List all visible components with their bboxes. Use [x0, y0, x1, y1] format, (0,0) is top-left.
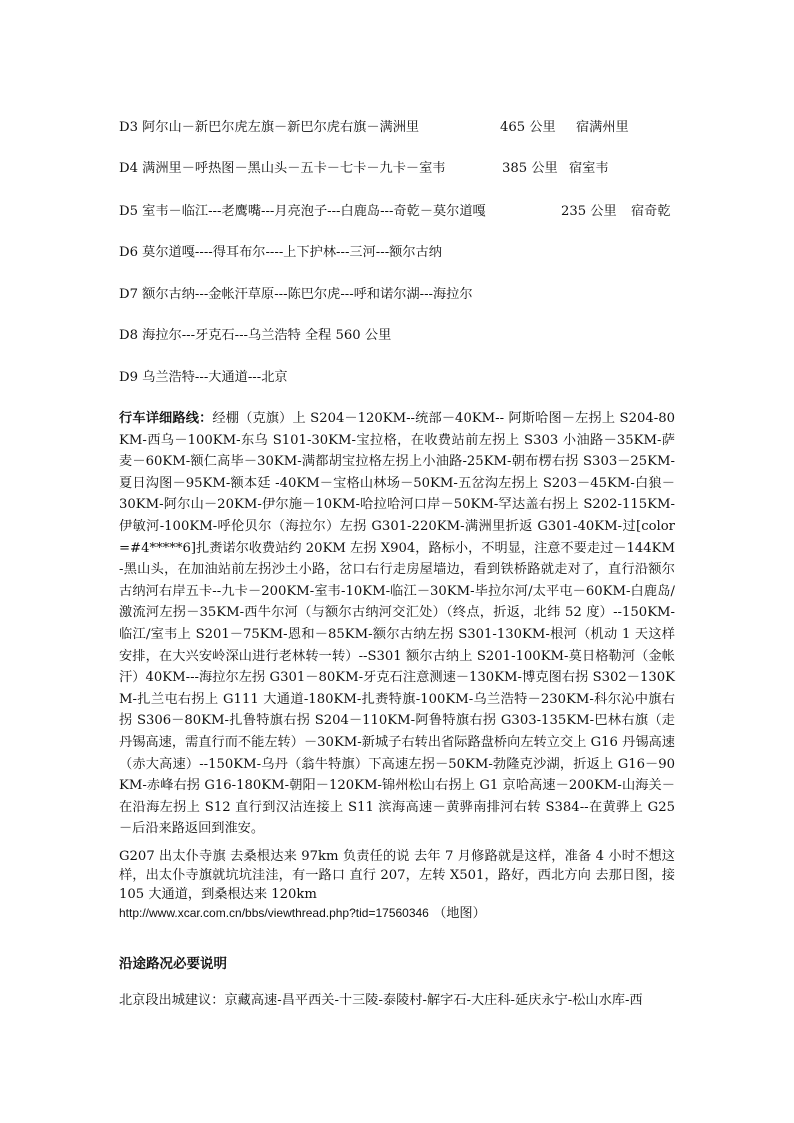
- itinerary-distance: 465 公里: [500, 120, 556, 135]
- itinerary-stay: 宿奇乾: [631, 204, 671, 219]
- forum-link[interactable]: http://www.xcar.com.cn/bbs/viewthread.php?tid=17560346: [119, 906, 429, 920]
- itinerary-distance: 235 公里: [561, 204, 617, 219]
- itinerary-day-3: [119, 118, 677, 138]
- itinerary-route: D7 额尔古纳---金帐汗草原---陈巴尔虎---呼和诺尔湖---海拉尔: [119, 287, 473, 302]
- itinerary-day-6: [119, 243, 677, 263]
- itinerary-route: D4 满洲里－呼热图－黑山头－五卡－七卡－九卡－室韦: [119, 161, 446, 176]
- itinerary-day-7: [119, 285, 677, 305]
- g207-text: G207 出太仆寺旗 去桑根达来 97km 负责任的说 去年 7 月修路就是这样，准备 4 小时不想这样，出太仆寺旗就坑坑洼洼，有一路口 直行 207，左转 X501，路好，西北方向 去那日图，接 105 大通道，到桑根达来 120km: [119, 849, 675, 902]
- itinerary-stay: 宿室韦: [569, 161, 609, 176]
- itinerary-day-8: [119, 326, 677, 346]
- itinerary-distance: 385 公里: [502, 161, 558, 176]
- road-notes-paragraph: [119, 990, 675, 1012]
- itinerary-route: D5 室韦－临江---老鹰嘴---月亮泡子---白鹿岛---奇乾－莫尔道嘎: [119, 204, 486, 219]
- itinerary-day-9: [119, 368, 677, 388]
- itinerary-day-5: [119, 202, 677, 222]
- itinerary-route: D6 莫尔道嘎----得耳布尔----上下护林---三河---额尔古纳: [119, 245, 442, 260]
- route-detail-text: 经棚（克旗）上 S204－120KM--统部－40KM-- 阿斯哈图－左拐上 S204-80KM-西乌－100KM-东乌 S101-30KM-宝拉格，在收费站前左拐上 S303 小油路－35KM-萨麦－60KM-额仁高毕－30KM-满都胡宝拉格左拐上小油路-25KM-朝布楞右拐 S303－25KM-夏日沟图－95KM-额本廷 -40KM－宝格山林场－50KM-五岔沟左拐上 S203－45KM-白狼－30KM-阿尔山－20KM-伊尔施－10KM-哈拉哈河口岸－50KM-罕达盖右拐上 S202-115KM-伊敏河-100KM-呼伦贝尔（海拉尔）左拐 G301-220KM-满洲里折返 G301-40KM-过[color=#4*****6]扎赉诺尔收费站约 20KM 左拐 X904，路标小，不明显，注意不要走过－144KM-黑山头，在加油站前左拐沙土小路，岔口右行走房屋墙边，看到铁桥路就走对了，直行沿额尔古纳河右岸五卡--九卡－200KM-室韦-10KM-临江－30KM-毕拉尔河/太平屯－60KM-白鹿岛/激流河左拐－35KM-西牛尔河（与额尔古纳河交汇处）（终点，折返，北纬 52 度）--150KM-临江/室韦上 S201－75KM-恩和－85KM-额尔古纳左拐 S301-130KM-根河（机动 1 天这样安排，在大兴安岭深山进行老林转一转）--S301 额尔古纳上 S201-100KM-莫日格勒河（金帐汗）40KM---海拉尔左拐 G301－80KM-牙克石注意测速－130KM-博克图右拐 S302－130KM-扎兰屯右拐上 G111 大通道-180KM-扎赉特旗-100KM-乌兰浩特－230KM-科尔沁中旗右拐 S306－80KM-扎鲁特旗右拐 S204－110KM-阿鲁特旗右拐 G303-135KM-巴林右旗（走丹锡高速，需直行而不能左转）－30KM-新城子右转出省际路盘桥向左转立交上 G16 丹锡高速（赤大高速）--150KM-乌丹（翁牛特旗）下高速左拐－50KM-勃隆克沙湖，折返上 G16－90KM-赤峰右拐 G16-180KM-朝阳－120KM-锦州松山右拐上 G1 京哈高速－200KM-山海关－在沿海左拐上 S12 直行到汉沽连接上 S11 滨海高速－黄骅南排河右转 S384--在黄骅上 G25－后沿来路返回到淮安。: [119, 411, 675, 837]
- route-detail-paragraph: [119, 408, 675, 840]
- section-heading: 沿途路况必要说明: [119, 956, 227, 972]
- itinerary-day-4: [119, 159, 677, 179]
- itinerary-route: D8 海拉尔---牙克石---乌兰浩特 全程 560 公里: [119, 328, 392, 343]
- g207-paragraph: [119, 847, 675, 923]
- map-note: （地图）: [433, 906, 486, 921]
- itinerary-stay: 宿满州里: [576, 120, 629, 135]
- itinerary-route: D3 阿尔山－新巴尔虎左旗－新巴尔虎右旗－满洲里: [119, 120, 420, 135]
- road-notes-text: 北京段出城建议：京藏高速-昌平西关-十三陵-泰陵村-解字石-大庄科-延庆永宁-松山水库-西: [119, 993, 643, 1008]
- itinerary-route: D9 乌兰浩特---大通道---北京: [119, 370, 288, 385]
- route-detail-lead: 行车详细路线：: [119, 411, 213, 426]
